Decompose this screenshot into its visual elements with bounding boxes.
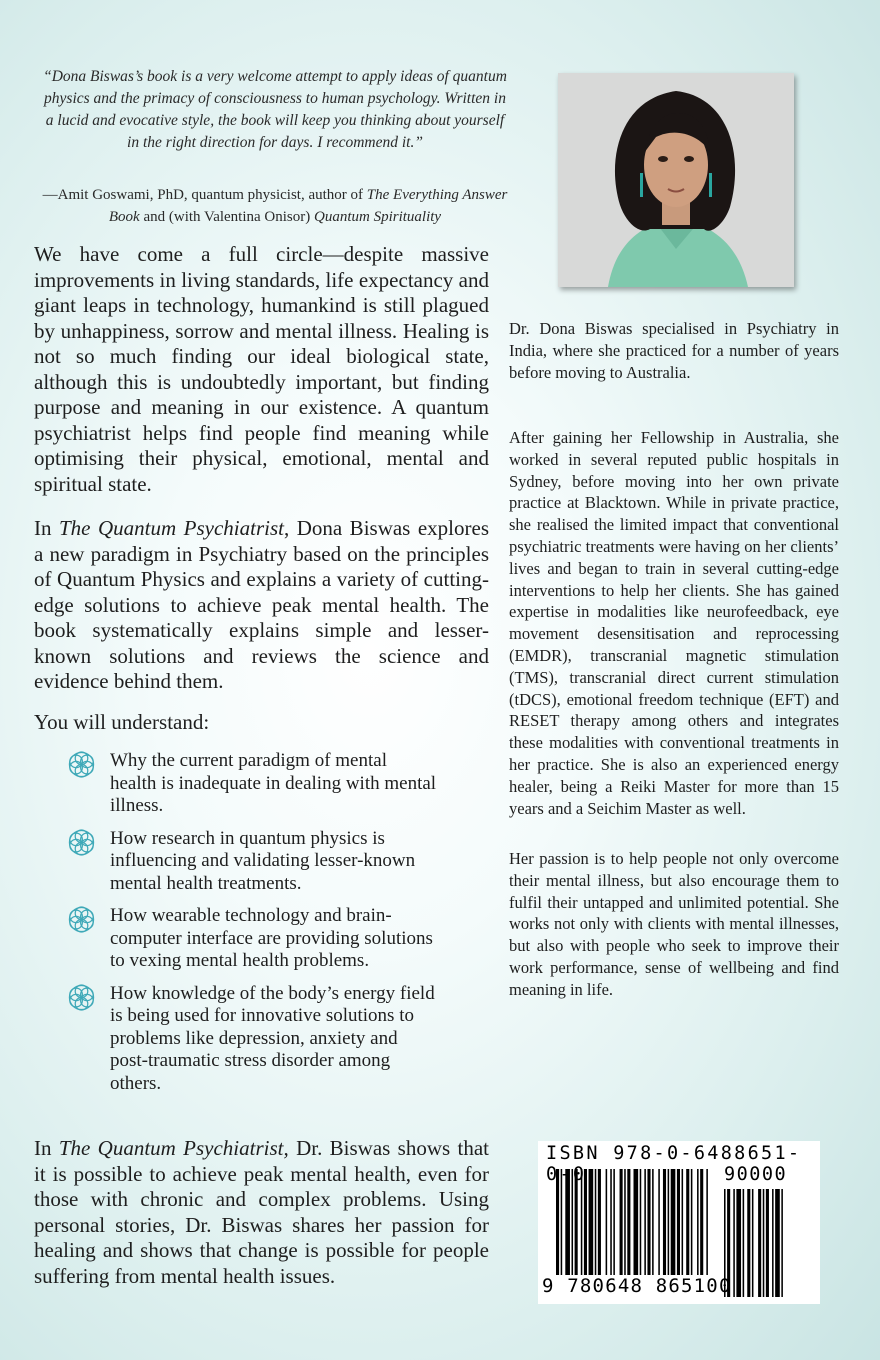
attribution-prefix: —Amit Goswami, PhD, quantum physicist, author of: [42, 187, 367, 203]
endorsement-attribution: [40, 184, 510, 228]
bullet-item: [68, 983, 438, 1096]
blurb-paragraph-3: [34, 1136, 489, 1289]
bullet-item: [68, 750, 438, 818]
bullet-item: [68, 905, 438, 973]
endorsement-quote: “Dona Biswas’s book is a very welcome attempt to apply ideas of quantum physics and the primacy of consciousness to human psychology. Written in a lucid and evocative style, the book will keep you thinking about yourself in the right direction for days. I recommend it.”: [43, 68, 507, 151]
ean-digits: 9 780648 865100: [542, 1275, 732, 1297]
blurb-paragraph-2: [34, 516, 489, 695]
bullet-intro: You will understand:: [34, 710, 210, 734]
bullet-text: How research in quantum physics is influencing and validating lesser-known mental health treatments.: [110, 827, 416, 894]
bio-paragraph-3: Her passion is to help people not only overcome their mental illness, but also encourage them to fulfil their untapped and unlimited potential. She works not only with clients with mental illnesses, but also with people who seek to improve their work performance, sense of wellbeing and find meaning in life.: [509, 849, 839, 999]
p3-prefix: In: [34, 1136, 59, 1160]
bio-paragraph-2: After gaining her Fellowship in Australia, she worked in several reputed public hospitals in Sydney, before moving into her own private practice at Blacktown. While in private practice, she realised the limited impact that conventional psychiatric treatments were having on her clients’ lives and began to train in several cutting-edge interventions to help her clients. She has gained expertise in modalities like neurofeedback, eye movement desensitisation and reprocessing (EMDR), transcranial magnetic stimulation (TMS), transcranial direct current stimulation (tDCS), emotional freedom technique (EFT) and RESET therapy among others and integrates these modalities with conventional treatments in her practice. She is also an experienced energy healer, being a Reiki Master for more than 15 years and a Seichim Master as well.: [509, 428, 839, 818]
p3-rest: Dr. Biswas shows that it is possible to achieve peak mental health, even for those with chronic and complex problems. Using personal stories, Dr. Biswas shares her passion for healing and shows that change is possible for people suffering from mental health issues.: [34, 1136, 489, 1288]
flower-icon: [68, 829, 95, 856]
price-code: 90000: [724, 1164, 788, 1185]
flower-icon: [68, 906, 95, 933]
bullet-text: How wearable technology and brain-computer interface are providing solutions to vexing mental health problems.: [110, 905, 433, 971]
flower-icon: [68, 984, 95, 1011]
p2-book-title: The Quantum Psychiatrist: [58, 516, 284, 540]
isbn-label: ISBN 978-0-6488651-0-0: [546, 1143, 802, 1185]
attribution-mid: and (with Valentina Onisor): [139, 209, 314, 225]
p2-rest: , Dona Biswas explores a new paradigm in Psychiatry based on the principles of Quantum Physics and explains a variety of cutting-edge solutions to achieve peak mental health. The book systematically explains simple and lesser-known solutions and reviews the science and evidence behind them.: [34, 516, 489, 693]
flower-icon: [68, 751, 95, 778]
bullet-item: [68, 828, 438, 896]
attribution-book-1: The Everything Answer Book: [108, 187, 508, 225]
p3-book-title: The Quantum Psychiatrist,: [58, 1136, 289, 1160]
author-photo: [558, 73, 794, 287]
isbn-barcode: [538, 1141, 820, 1304]
attribution-book-2: Quantum Spirituality: [314, 209, 442, 225]
bullet-text: Why the current paradigm of mental health is inadequate in dealing with mental illness.: [110, 750, 437, 816]
p2-prefix: In: [34, 516, 59, 540]
bio-paragraph-1: Dr. Dona Biswas specialised in Psychiatry in India, where she practiced for a number of years before moving to Australia.: [509, 319, 839, 382]
author-portrait-illustration: [558, 73, 794, 287]
blurb-paragraph-1: We have come a full circle—despite massive improvements in living standards, life expectancy and giant leaps in technology, humankind is still plagued by unhappiness, sorrow and mental illness. Healing is not so much finding our ideal biological state, although this is undoubtedly important, but finding purpose and meaning in our existence. A quantum psychiatrist helps find people find meaning while optimising their physical, emotional, mental and spiritual state.: [34, 242, 489, 496]
bullet-text: How knowledge of the body’s energy field is being used for innovative solutions to problems like depression, anxiety and post-traumatic stress disorder among others.: [110, 982, 435, 1094]
bullet-list: [68, 750, 438, 1105]
